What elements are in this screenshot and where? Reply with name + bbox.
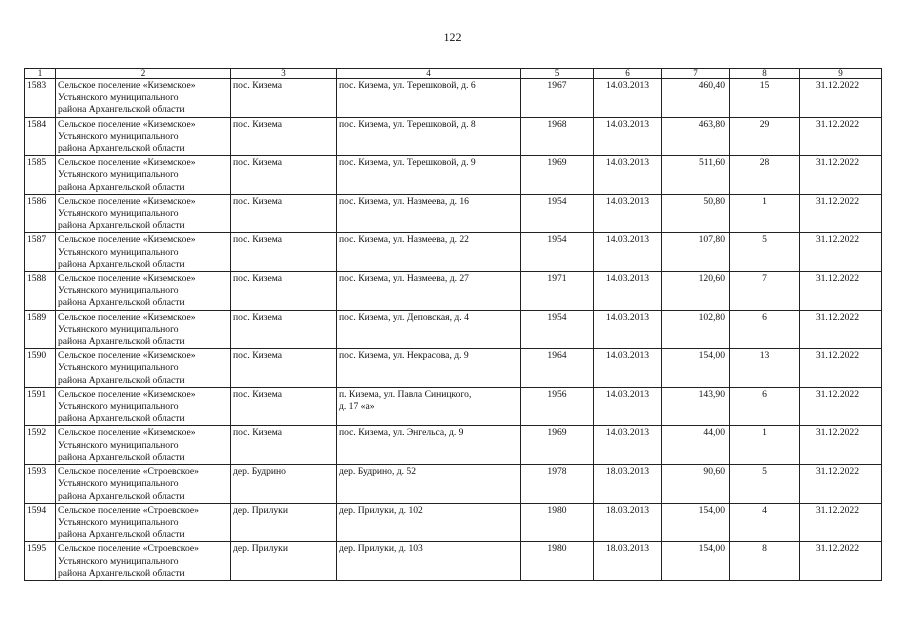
count-cell: 1 [730,194,800,233]
address-line: дер. Прилуки, д. 103 [339,543,423,555]
table-row [25,387,882,426]
deadline-cell: 31.12.2022 [800,233,882,272]
deadline-cell: 31.12.2022 [800,387,882,426]
organization-cell [56,156,231,195]
header-row [25,69,882,79]
organization-line: Устьянского муниципального [58,516,179,528]
organization-cell [56,426,231,465]
organization-line: района Архангельской области [58,258,185,270]
count-cell: 8 [730,542,800,581]
organization-line: района Архангельской области [58,374,185,386]
count-cell: 13 [730,349,800,388]
address-line: дер. Будрино, д. 52 [339,466,417,478]
count-cell: 5 [730,465,800,504]
locality-cell: пос. Кизема [231,194,337,233]
year-cell: 1956 [521,387,594,426]
area-cell: 143,90 [662,387,730,426]
deadline-cell: 31.12.2022 [800,79,882,118]
table-row [25,156,882,195]
count-cell: 4 [730,503,800,542]
organization-line: Устьянского муниципального [58,130,179,142]
address-cell [337,542,521,581]
area-cell: 511,60 [662,156,730,195]
year-cell: 1971 [521,272,594,311]
table-row [25,272,882,311]
area-cell: 460,40 [662,79,730,118]
column-header: 5 [521,69,594,79]
address-cell [337,194,521,233]
organization-line: Устьянского муниципального [58,246,179,258]
organization-cell [56,465,231,504]
organization-line: района Архангельской области [58,567,185,579]
deadline-cell: 31.12.2022 [800,194,882,233]
organization-line: района Архангельской области [58,220,185,232]
table-row [25,117,882,156]
organization-cell [56,387,231,426]
organization-cell [56,310,231,349]
organization-line: района Архангельской области [58,490,185,502]
row-number-cell: 1594 [25,503,56,542]
organization-line: района Архангельской области [58,451,185,463]
column-header: 2 [56,69,231,79]
organization-line: района Архангельской области [58,413,185,425]
column-header: 1 [25,69,56,79]
registry-table [24,68,882,581]
year-cell: 1967 [521,79,594,118]
deadline-cell: 31.12.2022 [800,349,882,388]
address-cell [337,426,521,465]
address-cell [337,310,521,349]
address-line: пос. Кизема, ул. Назмеева, д. 27 [339,273,469,285]
organization-line: Сельское поселение «Киземское» [58,388,196,400]
organization-line: Сельское поселение «Киземское» [58,118,196,130]
organization-line: Устьянского муниципального [58,439,179,451]
locality-cell: дер. Прилуки [231,503,337,542]
date-cell: 18.03.2013 [594,465,662,504]
organization-line: Сельское поселение «Строевское» [58,543,199,555]
count-cell: 6 [730,387,800,426]
deadline-cell: 31.12.2022 [800,503,882,542]
organization-line: Сельское поселение «Строевское» [58,466,199,478]
column-header: 6 [594,69,662,79]
organization-line: Устьянского муниципального [58,401,179,413]
table-row [25,542,882,581]
date-cell: 14.03.2013 [594,272,662,311]
row-number-cell: 1592 [25,426,56,465]
count-cell: 5 [730,233,800,272]
row-number-cell: 1583 [25,79,56,118]
area-cell: 154,00 [662,503,730,542]
area-cell: 463,80 [662,117,730,156]
organization-line: Устьянского муниципального [58,92,179,104]
column-header: 9 [800,69,882,79]
locality-cell: пос. Кизема [231,349,337,388]
address-line: пос. Кизема, ул. Терешковой, д. 8 [339,118,476,130]
table-row [25,233,882,272]
address-line: д. 17 «а» [339,401,375,413]
organization-line: района Архангельской области [58,297,185,309]
address-line: пос. Кизема, ул. Назмеева, д. 22 [339,234,469,246]
organization-line: Сельское поселение «Киземское» [58,234,196,246]
count-cell: 7 [730,272,800,311]
locality-cell: пос. Кизема [231,310,337,349]
count-cell: 28 [730,156,800,195]
organization-cell [56,233,231,272]
locality-cell: пос. Кизема [231,426,337,465]
table-row [25,349,882,388]
organization-cell [56,117,231,156]
row-number-cell: 1585 [25,156,56,195]
organization-line: Сельское поселение «Киземское» [58,195,196,207]
locality-cell: дер. Будрино [231,465,337,504]
table-row [25,310,882,349]
year-cell: 1954 [521,233,594,272]
area-cell: 154,00 [662,542,730,581]
count-cell: 15 [730,79,800,118]
organization-line: Сельское поселение «Киземское» [58,157,196,169]
area-cell: 50,80 [662,194,730,233]
area-cell: 120,60 [662,272,730,311]
address-line: пос. Кизема, ул. Энгельса, д. 9 [339,427,464,439]
organization-cell [56,503,231,542]
organization-cell [56,194,231,233]
year-cell: 1954 [521,194,594,233]
locality-cell: пос. Кизема [231,117,337,156]
address-cell [337,465,521,504]
organization-cell [56,542,231,581]
area-cell: 154,00 [662,349,730,388]
area-cell: 102,80 [662,310,730,349]
area-cell: 90,60 [662,465,730,504]
deadline-cell: 31.12.2022 [800,272,882,311]
date-cell: 14.03.2013 [594,233,662,272]
address-line: пос. Кизема, ул. Терешковой, д. 6 [339,80,476,91]
count-cell: 1 [730,426,800,465]
address-cell [337,349,521,388]
year-cell: 1968 [521,117,594,156]
row-number-cell: 1595 [25,542,56,581]
locality-cell: пос. Кизема [231,233,337,272]
year-cell: 1969 [521,426,594,465]
table-row [25,465,882,504]
column-header: 4 [337,69,521,79]
locality-cell: пос. Кизема [231,156,337,195]
date-cell: 14.03.2013 [594,194,662,233]
row-number-cell: 1586 [25,194,56,233]
date-cell: 14.03.2013 [594,156,662,195]
address-line: пос. Кизема, ул. Терешковой, д. 9 [339,157,476,169]
deadline-cell: 31.12.2022 [800,465,882,504]
organization-line: Сельское поселение «Киземское» [58,427,196,439]
locality-cell: дер. Прилуки [231,542,337,581]
year-cell: 1969 [521,156,594,195]
count-cell: 29 [730,117,800,156]
locality-cell: пос. Кизема [231,79,337,118]
organization-line: Устьянского муниципального [58,208,179,220]
address-cell [337,79,521,118]
organization-line: Устьянского муниципального [58,285,179,297]
organization-line: Сельское поселение «Киземское» [58,350,196,362]
organization-line: района Архангельской области [58,336,185,348]
date-cell: 18.03.2013 [594,503,662,542]
column-header: 7 [662,69,730,79]
row-number-cell: 1590 [25,349,56,388]
row-number-cell: 1584 [25,117,56,156]
date-cell: 18.03.2013 [594,542,662,581]
locality-cell: пос. Кизема [231,387,337,426]
date-cell: 14.03.2013 [594,79,662,118]
deadline-cell: 31.12.2022 [800,117,882,156]
organization-cell [56,272,231,311]
column-header: 3 [231,69,337,79]
year-cell: 1954 [521,310,594,349]
deadline-cell: 31.12.2022 [800,156,882,195]
organization-line: района Архангельской области [58,143,185,155]
address-cell [337,272,521,311]
organization-line: Устьянского муниципального [58,555,179,567]
column-header: 8 [730,69,800,79]
date-cell: 14.03.2013 [594,387,662,426]
row-number-cell: 1589 [25,310,56,349]
organization-line: Сельское поселение «Киземское» [58,311,196,323]
row-number-cell: 1593 [25,465,56,504]
address-line: п. Кизема, ул. Павла Синицкого, [339,388,472,400]
address-line: пос. Кизема, ул. Некрасова, д. 9 [339,350,469,362]
address-line: пос. Кизема, ул. Назмеева, д. 16 [339,195,469,207]
organization-line: Сельское поселение «Строевское» [58,504,199,516]
year-cell: 1980 [521,503,594,542]
address-cell [337,156,521,195]
deadline-cell: 31.12.2022 [800,310,882,349]
address-cell [337,503,521,542]
organization-line: Сельское поселение «Киземское» [58,80,196,91]
organization-line: Устьянского муниципального [58,362,179,374]
area-cell: 44,00 [662,426,730,465]
table-row [25,79,882,118]
address-line: пос. Кизема, ул. Деповская, д. 4 [339,311,469,323]
organization-line: Устьянского муниципального [58,478,179,490]
deadline-cell: 31.12.2022 [800,426,882,465]
table-row [25,426,882,465]
count-cell: 6 [730,310,800,349]
organization-line: Устьянского муниципального [58,323,179,335]
table-row [25,503,882,542]
deadline-cell: 31.12.2022 [800,542,882,581]
date-cell: 14.03.2013 [594,349,662,388]
area-cell: 107,80 [662,233,730,272]
year-cell: 1980 [521,542,594,581]
organization-line: района Архангельской области [58,181,185,193]
row-number-cell: 1591 [25,387,56,426]
year-cell: 1978 [521,465,594,504]
row-number-cell: 1587 [25,233,56,272]
address-cell [337,117,521,156]
organization-line: района Архангельской области [58,104,185,116]
table-row [25,194,882,233]
address-cell [337,233,521,272]
locality-cell: пос. Кизема [231,272,337,311]
organization-line: Сельское поселение «Киземское» [58,273,196,285]
address-line: дер. Прилуки, д. 102 [339,504,423,516]
organization-cell [56,79,231,118]
organization-line: Устьянского муниципального [58,169,179,181]
page-number: 122 [443,30,462,44]
date-cell: 14.03.2013 [594,117,662,156]
date-cell: 14.03.2013 [594,426,662,465]
year-cell: 1964 [521,349,594,388]
date-cell: 14.03.2013 [594,310,662,349]
address-cell [337,387,521,426]
organization-cell [56,349,231,388]
organization-line: района Архангельской области [58,529,185,541]
row-number-cell: 1588 [25,272,56,311]
